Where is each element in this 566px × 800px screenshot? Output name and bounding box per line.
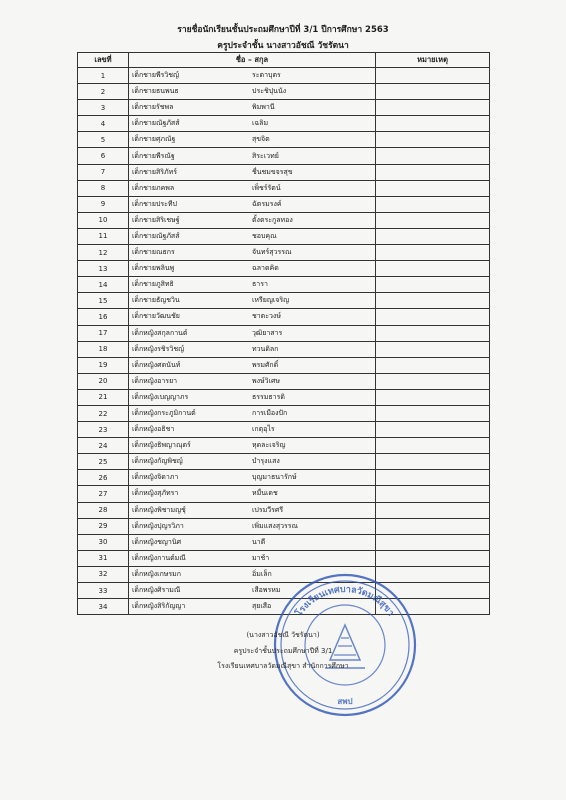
table-row	[78, 116, 490, 132]
student-number: 27	[78, 486, 129, 502]
student-name-cell	[129, 341, 376, 357]
student-note	[376, 341, 490, 357]
student-note	[376, 454, 490, 470]
student-first-name: เด็กชายพลินพู	[132, 264, 175, 273]
student-number: 30	[78, 534, 129, 550]
student-number: 10	[78, 212, 129, 228]
student-first-name: เด็กหญิงศิรามณี	[132, 586, 181, 595]
student-number: 21	[78, 389, 129, 405]
student-last-name: ธารา	[252, 280, 268, 289]
header-note: หมายเหตุ	[376, 53, 490, 68]
student-name-cell	[129, 164, 376, 180]
student-last-name: วุฒิยาสาร	[252, 328, 283, 337]
student-first-name: เด็กหญิงสุภัทรา	[132, 489, 179, 498]
student-roster-table	[77, 52, 490, 615]
student-first-name: เด็กชายภูสิทธิ	[132, 280, 174, 289]
student-name-cell	[129, 550, 376, 566]
table-header-row	[78, 53, 490, 68]
student-number: 25	[78, 454, 129, 470]
student-name-cell	[129, 293, 376, 309]
student-note	[376, 389, 490, 405]
student-note	[376, 550, 490, 566]
student-number: 12	[78, 245, 129, 261]
student-number: 23	[78, 422, 129, 438]
table-row	[78, 389, 490, 405]
student-note	[376, 325, 490, 341]
student-first-name: เด็กชายสิริภัทร์	[132, 167, 177, 176]
student-note	[376, 518, 490, 534]
student-number: 14	[78, 277, 129, 293]
student-last-name: เพ็ชร์รัตน์	[252, 183, 281, 192]
student-first-name: เด็กชายณัฐภัสส์	[132, 231, 180, 240]
student-note	[376, 164, 490, 180]
signature-position: ครูประจำชั้นประถมศึกษาปีที่ 3/1	[233, 647, 333, 655]
student-note	[376, 212, 490, 228]
student-first-name: เด็กหญิงชญานิศ	[132, 537, 182, 546]
student-first-name: เด็กหญิงกานต์มณี	[132, 553, 186, 562]
table-row	[78, 261, 490, 277]
student-note	[376, 373, 490, 389]
student-first-name: เด็กหญิงอารยา	[132, 376, 178, 385]
student-number: 4	[78, 116, 129, 132]
student-number: 26	[78, 470, 129, 486]
student-last-name: มาช้า	[252, 553, 270, 562]
student-first-name: เด็กหญิงปุญรวิภา	[132, 521, 184, 530]
student-last-name: นาดี	[252, 537, 266, 546]
table-row	[78, 373, 490, 389]
student-name-cell	[129, 196, 376, 212]
student-last-name: เพิ่มแสงสุวรรณ	[252, 521, 299, 530]
header-number: เลขที่	[78, 53, 129, 68]
student-note	[376, 277, 490, 293]
student-first-name: เด็กหญิงพิชามญชุ์	[132, 505, 186, 514]
table-row	[78, 196, 490, 212]
student-name-cell	[129, 373, 376, 389]
table-row	[78, 68, 490, 84]
student-name-cell	[129, 405, 376, 421]
student-name-cell	[129, 228, 376, 244]
student-note	[376, 293, 490, 309]
student-number: 5	[78, 132, 129, 148]
student-name-cell	[129, 116, 376, 132]
student-name-cell	[129, 261, 376, 277]
student-number: 13	[78, 261, 129, 277]
student-last-name: เกตุอุไร	[252, 425, 275, 434]
student-number: 8	[78, 180, 129, 196]
student-last-name: พรมศักดิ์	[252, 360, 279, 369]
student-last-name: ฉัตรมรงค์	[252, 199, 282, 208]
student-last-name: ประชิปุนนัง	[252, 87, 287, 96]
student-last-name: บุญมาธนารักษ์	[252, 473, 297, 482]
student-last-name: หมื่นเดช	[252, 489, 278, 498]
student-name-cell	[129, 518, 376, 534]
student-number: 29	[78, 518, 129, 534]
student-first-name: เด็กหญิงจิดาภา	[132, 473, 179, 482]
student-last-name: การเมืองปัก	[252, 409, 288, 418]
student-number: 15	[78, 293, 129, 309]
student-name-cell	[129, 245, 376, 261]
student-first-name: เด็กหญิงสิริกัญญา	[132, 602, 186, 611]
student-last-name: เสือพรหม	[252, 586, 281, 595]
student-note	[376, 245, 490, 261]
table-row	[78, 293, 490, 309]
student-name-cell	[129, 309, 376, 325]
homeroom-teacher-line: ครูประจำชั้น นางสาวอัชณี วัชรัตนา	[217, 41, 349, 51]
student-note	[376, 438, 490, 454]
student-name-cell	[129, 325, 376, 341]
student-note	[376, 68, 490, 84]
student-last-name: ชอบคุณ	[252, 231, 277, 240]
table-row	[78, 534, 490, 550]
student-last-name: พงษ์วิเศษ	[252, 376, 281, 385]
student-first-name: เด็กชายภคพล	[132, 183, 175, 192]
student-note	[376, 357, 490, 373]
school-seal-icon	[270, 570, 420, 720]
table-row	[78, 164, 490, 180]
student-number: 3	[78, 100, 129, 116]
student-note	[376, 228, 490, 244]
student-name-cell	[129, 212, 376, 228]
student-number: 11	[78, 228, 129, 244]
student-first-name: เด็กหญิงศตนันท์	[132, 360, 181, 369]
table-row	[78, 84, 490, 100]
table-row	[78, 518, 490, 534]
table-row	[78, 245, 490, 261]
student-first-name: เด็กหญิงเกษรมก	[132, 569, 182, 578]
student-note	[376, 470, 490, 486]
table-row	[78, 132, 490, 148]
student-note	[376, 100, 490, 116]
student-first-name: เด็กชายณัฐภัสส์	[132, 119, 180, 128]
table-row	[78, 422, 490, 438]
student-note	[376, 84, 490, 100]
student-last-name: เปรมวีรศรี	[252, 505, 284, 514]
student-last-name: ธรรมธารดิ	[252, 392, 285, 401]
student-note	[376, 405, 490, 421]
student-note	[376, 502, 490, 518]
student-number: 32	[78, 566, 129, 582]
student-note	[376, 422, 490, 438]
student-name-cell	[129, 502, 376, 518]
student-name-cell	[129, 389, 376, 405]
table-row	[78, 148, 490, 164]
student-number: 7	[78, 164, 129, 180]
student-first-name: เด็กชายวัฒนชัย	[132, 312, 180, 321]
student-name-cell	[129, 132, 376, 148]
student-note	[376, 132, 490, 148]
student-name-cell	[129, 68, 376, 84]
student-number: 33	[78, 583, 129, 599]
student-first-name: เด็กหญิงเบญญาภร	[132, 392, 189, 401]
student-last-name: อิ่มเล็ก	[252, 569, 272, 578]
student-name-cell	[129, 148, 376, 164]
student-first-name: เด็กหญิงสกุลกานต์	[132, 328, 188, 337]
table-row	[78, 277, 490, 293]
student-last-name: สุขจิต	[252, 135, 270, 144]
student-number: 16	[78, 309, 129, 325]
student-last-name: ชาตะวงษ์	[252, 312, 281, 321]
student-note	[376, 180, 490, 196]
table-row	[78, 212, 490, 228]
student-last-name: หุดละเจริญ	[252, 441, 286, 450]
table-row	[78, 325, 490, 341]
student-first-name: เด็กชายณธกร	[132, 248, 175, 257]
student-number: 28	[78, 502, 129, 518]
table-row	[78, 486, 490, 502]
student-last-name: ฉลาดคิด	[252, 264, 279, 273]
student-name-cell	[129, 84, 376, 100]
table-row	[78, 100, 490, 116]
table-row	[78, 341, 490, 357]
student-last-name: ทวนดิลก	[252, 344, 279, 353]
student-last-name: ระตาบุตร	[252, 71, 281, 80]
student-number: 6	[78, 148, 129, 164]
student-note	[376, 148, 490, 164]
student-last-name: เฉลิม	[252, 119, 269, 128]
student-name-cell	[129, 534, 376, 550]
student-number: 18	[78, 341, 129, 357]
student-first-name: เด็กหญิงธิพญาณุตร์	[132, 441, 191, 450]
table-row	[78, 228, 490, 244]
table-row	[78, 438, 490, 454]
table-row	[78, 550, 490, 566]
student-last-name: ชื่นชมขจรสุข	[252, 167, 293, 176]
table-row	[78, 502, 490, 518]
student-name-cell	[129, 357, 376, 373]
student-first-name: เด็กหญิงอธิชา	[132, 425, 175, 434]
document-title: รายชื่อนักเรียนชั้นประถมศึกษาปีที่ 3/1 ปีการศึกษา 2563	[177, 25, 389, 35]
student-name-cell	[129, 422, 376, 438]
student-number: 2	[78, 84, 129, 100]
table-row	[78, 470, 490, 486]
student-note	[376, 261, 490, 277]
student-first-name: เด็กชายธัญชวิน	[132, 296, 180, 305]
student-first-name: เด็กหญิงรชิรวิชญ์	[132, 344, 185, 353]
student-number: 20	[78, 373, 129, 389]
student-note	[376, 196, 490, 212]
student-first-name: เด็กหญิงกัญพิชญ์	[132, 457, 183, 466]
student-name-cell	[129, 470, 376, 486]
student-name-cell	[129, 180, 376, 196]
student-name-cell	[129, 277, 376, 293]
student-last-name: พิมพานี	[252, 103, 275, 112]
student-last-name: ตั้งตระกูลทอง	[252, 215, 293, 224]
student-name-cell	[129, 438, 376, 454]
student-name-cell	[129, 486, 376, 502]
student-name-cell	[129, 454, 376, 470]
student-note	[376, 486, 490, 502]
student-first-name: เด็กหญิงกระภูมิกานต์	[132, 409, 196, 418]
student-first-name: เด็กชายพีรวิชญ์	[132, 71, 179, 80]
student-first-name: เด็กชายพีรณัฐ	[132, 151, 175, 160]
table-row	[78, 357, 490, 373]
student-first-name: เด็กชายศุภณัฐ	[132, 135, 176, 144]
student-number: 9	[78, 196, 129, 212]
student-first-name: เด็กชายธนพนธ	[132, 87, 179, 96]
student-first-name: เด็กชายประทีป	[132, 199, 177, 208]
student-number: 19	[78, 357, 129, 373]
student-note	[376, 116, 490, 132]
seal-bottom-text: สพป	[337, 697, 353, 706]
student-note	[376, 534, 490, 550]
student-number: 31	[78, 550, 129, 566]
student-first-name: เด็กชายสิริเชษฐ์	[132, 215, 180, 224]
student-last-name: เหรียญเจริญ	[252, 296, 290, 305]
seal-top-text: โรงเรียนเทศบาลวัดมณีสุขา	[294, 584, 396, 619]
student-note	[376, 309, 490, 325]
student-last-name: สุยเสือ	[252, 602, 272, 611]
student-number: 34	[78, 599, 129, 615]
table-row	[78, 309, 490, 325]
student-last-name: บำรุงแสง	[252, 457, 280, 466]
svg-text:โรงเรียนเทศบาลวัดมณีสุขา	[292, 585, 395, 619]
student-number: 22	[78, 405, 129, 421]
student-last-name: สิระเวทย์	[252, 151, 279, 160]
student-first-name: เด็กชายรัชพล	[132, 103, 174, 112]
student-name-cell	[129, 100, 376, 116]
header-name: ชื่อ – สกุล	[129, 53, 376, 68]
table-row	[78, 454, 490, 470]
table-row	[78, 180, 490, 196]
signature-school: โรงเรียนเทศบาลวัดมณีสุขา สำนักการศึกษา	[217, 662, 349, 670]
table-row	[78, 405, 490, 421]
student-number: 24	[78, 438, 129, 454]
signature-name: (นางสาวอัชณี วัชรัตนา)	[246, 631, 320, 639]
student-last-name: จันทร์สุวรรณ	[252, 248, 292, 257]
student-number: 1	[78, 68, 129, 84]
student-number: 17	[78, 325, 129, 341]
